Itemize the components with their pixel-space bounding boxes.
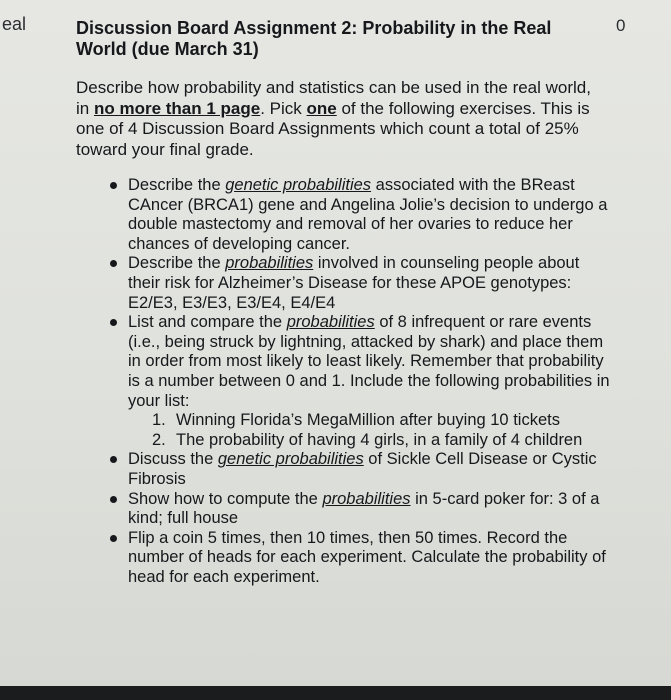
exercise-list	[110, 176, 610, 587]
intro-emphasis-one: one	[306, 98, 337, 118]
exercise-text: of Sickle Cell Disease or Cystic Fibrosis	[128, 450, 597, 488]
bullet-icon	[110, 496, 117, 503]
bottom-edge	[0, 686, 671, 700]
bullet-icon	[110, 182, 117, 189]
exercise-text: in 5-card poker for: 3 of a kind; full house	[128, 489, 600, 528]
exercise-text: Flip a coin 5 times, then 10 times, then 50 times. Record the number of heads for each experiment. Calculate the probability of head for each experiment.	[128, 528, 606, 586]
bullet-icon	[110, 456, 117, 463]
bullet-icon	[110, 319, 117, 326]
exercise-text: Describe the	[128, 254, 226, 273]
exercise-text: List and compare the	[128, 313, 287, 332]
points-counter: 0	[616, 16, 626, 35]
intro-emphasis-page-limit: no more than 1 page	[93, 98, 261, 118]
exercise-link[interactable]: probabilities	[225, 254, 314, 273]
exercise-text: Describe the	[128, 176, 226, 194]
intro-text-2: . Pick	[260, 98, 307, 118]
exercise-text: involved in counseling people about their risk for Alzheimer’s Disease for these APOE genotypes: E2/E3, E3/E3, E3/E4, E4/E4	[128, 254, 580, 312]
exercise-item	[110, 313, 610, 450]
exercise-link[interactable]: genetic probabilities	[217, 450, 364, 469]
sublist-item	[152, 411, 610, 431]
page-title: Discussion Board Assignment 2: Probability in the Real World (due March 31)	[76, 18, 552, 59]
bullet-icon	[110, 260, 117, 267]
exercise-item	[110, 176, 610, 254]
exercise-text: Discuss the	[128, 450, 218, 469]
exercise-link[interactable]: genetic probabilities	[225, 176, 372, 194]
rare-events-sublist	[128, 411, 610, 450]
sublist-text: The probability of having 4 girls, in a family of 4 children	[176, 430, 583, 449]
exercise-item	[110, 529, 610, 588]
intro-paragraph	[76, 78, 606, 160]
exercise-link[interactable]: probabilities	[286, 313, 375, 332]
intro-text-1: Describe how probability and statistics can be used in the real world, in	[76, 78, 591, 118]
exercise-text: Show how to compute the	[128, 489, 323, 508]
sublist-item	[152, 431, 610, 451]
exercise-text: associated with the BReast CAncer (BRCA1) gene and Angelina Jolie’s decision to undergo a double mastectomy and removal of her ovaries to reduce her chances of developing cancer.	[128, 176, 608, 253]
exercise-item	[110, 254, 610, 313]
exercise-text: of 8 infrequent or rare events (i.e., being struck by lightning, attacked by shark) and place them in order from most likely to least likely. Remember that probability is a number between 0 and 1. Include the following probabilities in your list:	[128, 313, 610, 410]
sublist-number: 1.	[152, 411, 166, 430]
exercise-link[interactable]: probabilities	[322, 489, 411, 508]
exercise-item	[110, 490, 610, 529]
left-panel-clipped-text: eal	[2, 14, 27, 34]
exercise-item	[110, 450, 610, 489]
intro-text-3: of the following exercises. This is one of 4 Discussion Board Assignments which count a total of 25% toward your final grade.	[76, 98, 590, 159]
sublist-number: 2.	[152, 430, 166, 449]
bullet-icon	[110, 535, 117, 542]
sublist-text: Winning Florida’s MegaMillion after buying 10 tickets	[176, 411, 560, 430]
